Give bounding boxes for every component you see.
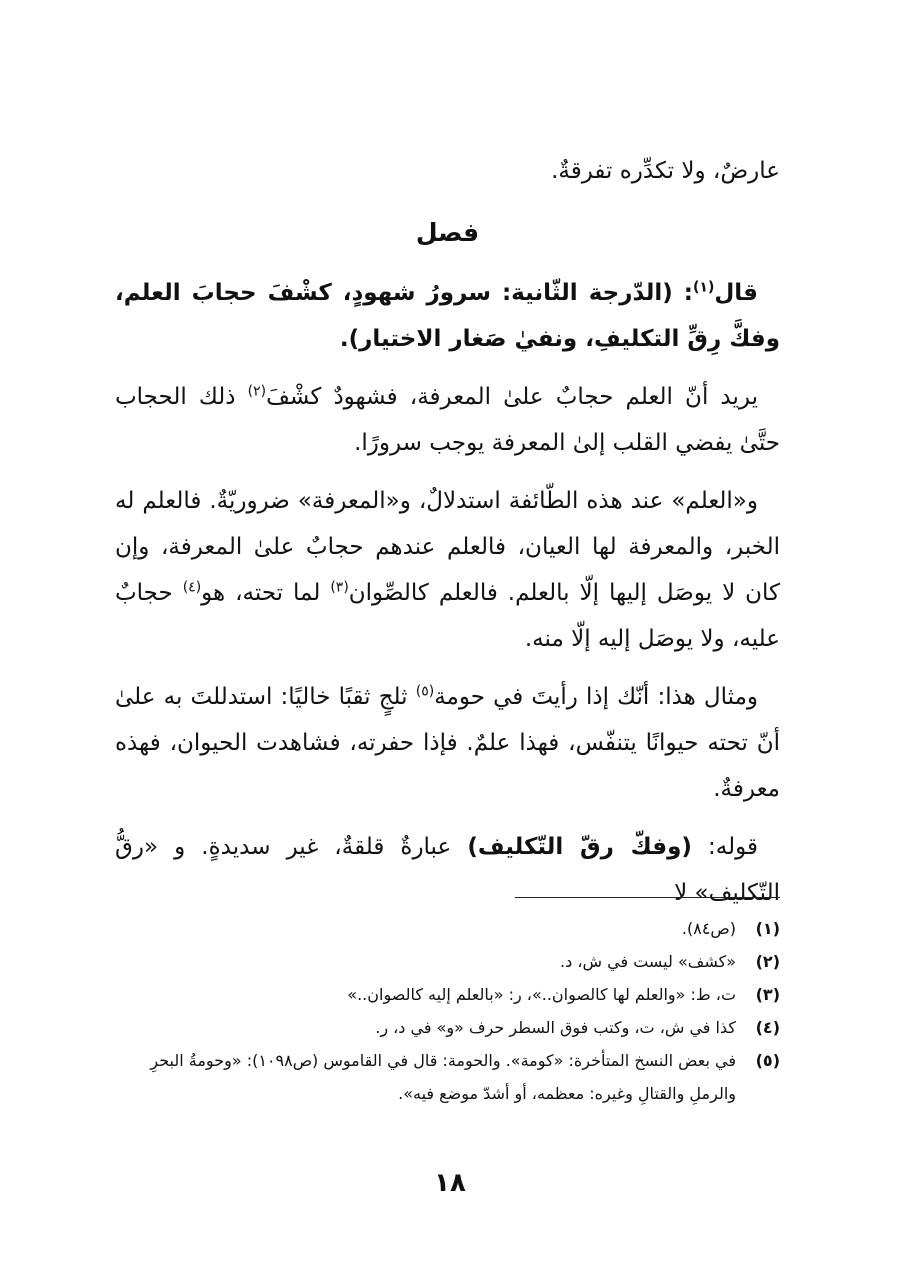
footnote-number: (٥) (755, 1051, 780, 1070)
paragraph-5 (115, 824, 780, 916)
paragraph-5-text-b: عبارةٌ قلقةٌ، غير سديدةٍ. و «رقُّ التّكليف» لا (115, 834, 780, 906)
footnote-text: «كشف» ليست في ش، د. (560, 952, 736, 971)
paragraph-4 (115, 674, 780, 812)
opening-line: عارضٌ، ولا تكدِّره تفرقةٌ. (551, 158, 780, 184)
paragraph-4-text-a: ومثال هذا: أنّك إذا رأيتَ في حومة (434, 684, 759, 710)
paragraph-5-text-a: قوله: (691, 834, 758, 860)
footnote-number: (١) (755, 919, 780, 938)
footnote-item (115, 912, 780, 945)
footnote-ref-1[interactable]: (١) (692, 279, 715, 296)
footnote-item (115, 945, 780, 978)
paragraph-3-text-a: و«العلم» عند هذه الطّائفة استدلالٌ، و«المعرفة» ضروريّةٌ. فالعلم له الخبر، والمعرفة لها العيان، فالعلم عندهم حجابٌ علىٰ المعرفة، وإن كان لا يوصَل إليها إلّا بالعلم. فالعلم كالصِّوان (115, 488, 780, 606)
paragraph-2 (115, 374, 780, 466)
footnote-text: (ص٨٤). (681, 919, 736, 938)
footnote-text: كذا في ش، ت، وكتب فوق السطر حرف «و» في د، ر. (375, 1018, 736, 1037)
footnote-ref-5[interactable]: (٥) (415, 683, 435, 700)
footnote-item (115, 1011, 780, 1044)
footnote-text: في بعض النسخ المتأخرة: «كومة». والحومة: قال في القاموس (ص١٠٩٨): «وحومةُ البحرِ والرملِ والقتالِ وغيره: معظمه، أو أشدّ موضع فيه». (150, 1051, 736, 1103)
section-heading: فصل (415, 218, 480, 247)
main-text (115, 148, 780, 928)
footnote-number: (٤) (755, 1018, 780, 1037)
footnote-ref-3[interactable]: (٣) (330, 579, 349, 596)
footnote-ref-4[interactable]: (٤) (182, 579, 202, 596)
footnote-number: (٣) (755, 985, 780, 1004)
paragraph-4-text-b: ثلجٍ ثقبًا خاليًا: استدللتَ به علىٰ أنّ تحته حيوانًا يتنفّس، فهذا علمٌ. فإذا حفرته، فشاهدت الحيوان، فهذه معرفةٌ. (115, 684, 780, 802)
paragraph-3-text-b: لما تحته، هو (201, 580, 331, 606)
paragraph-quote (115, 270, 780, 362)
page-number: ١٨ (434, 1168, 466, 1198)
footnote-divider (515, 897, 780, 898)
quote-text: : (الدّرجة الثّانية: سرورُ شهودٍ، كشْفَ حجابَ العلم، وفكَّ رِقِّ التكليفِ، ونفيٰ صَغار الاختيار). (115, 280, 780, 352)
paragraph-2-text-a: يريد أنّ العلم حجابٌ علىٰ المعرفة، فشهودٌ كشْفَ (266, 384, 758, 410)
paragraph-2-text-b: ذلك الحجاب حتَّىٰ يفضي القلب إلىٰ المعرفة يوجب سرورًا. (115, 384, 780, 456)
footnotes (115, 912, 780, 1110)
footnote-number: (٢) (755, 952, 780, 971)
footnote-item (115, 1044, 780, 1110)
footnote-item (115, 978, 780, 1011)
quote-lead: قال (714, 280, 758, 306)
paragraph-3 (115, 478, 780, 662)
paragraph-5-bold-quote: (وفكّ رقّ التّكليف) (467, 834, 692, 860)
footnote-ref-2[interactable]: (٢) (247, 383, 267, 400)
paragraph-3-text-c: حجابٌ عليه، ولا يوصَل إليه إلّا منه. (115, 580, 780, 652)
footnote-text: ت، ط: «والعلم لها كالصوان..»، ر: «بالعلم إليه كالصوان..» (347, 985, 736, 1004)
